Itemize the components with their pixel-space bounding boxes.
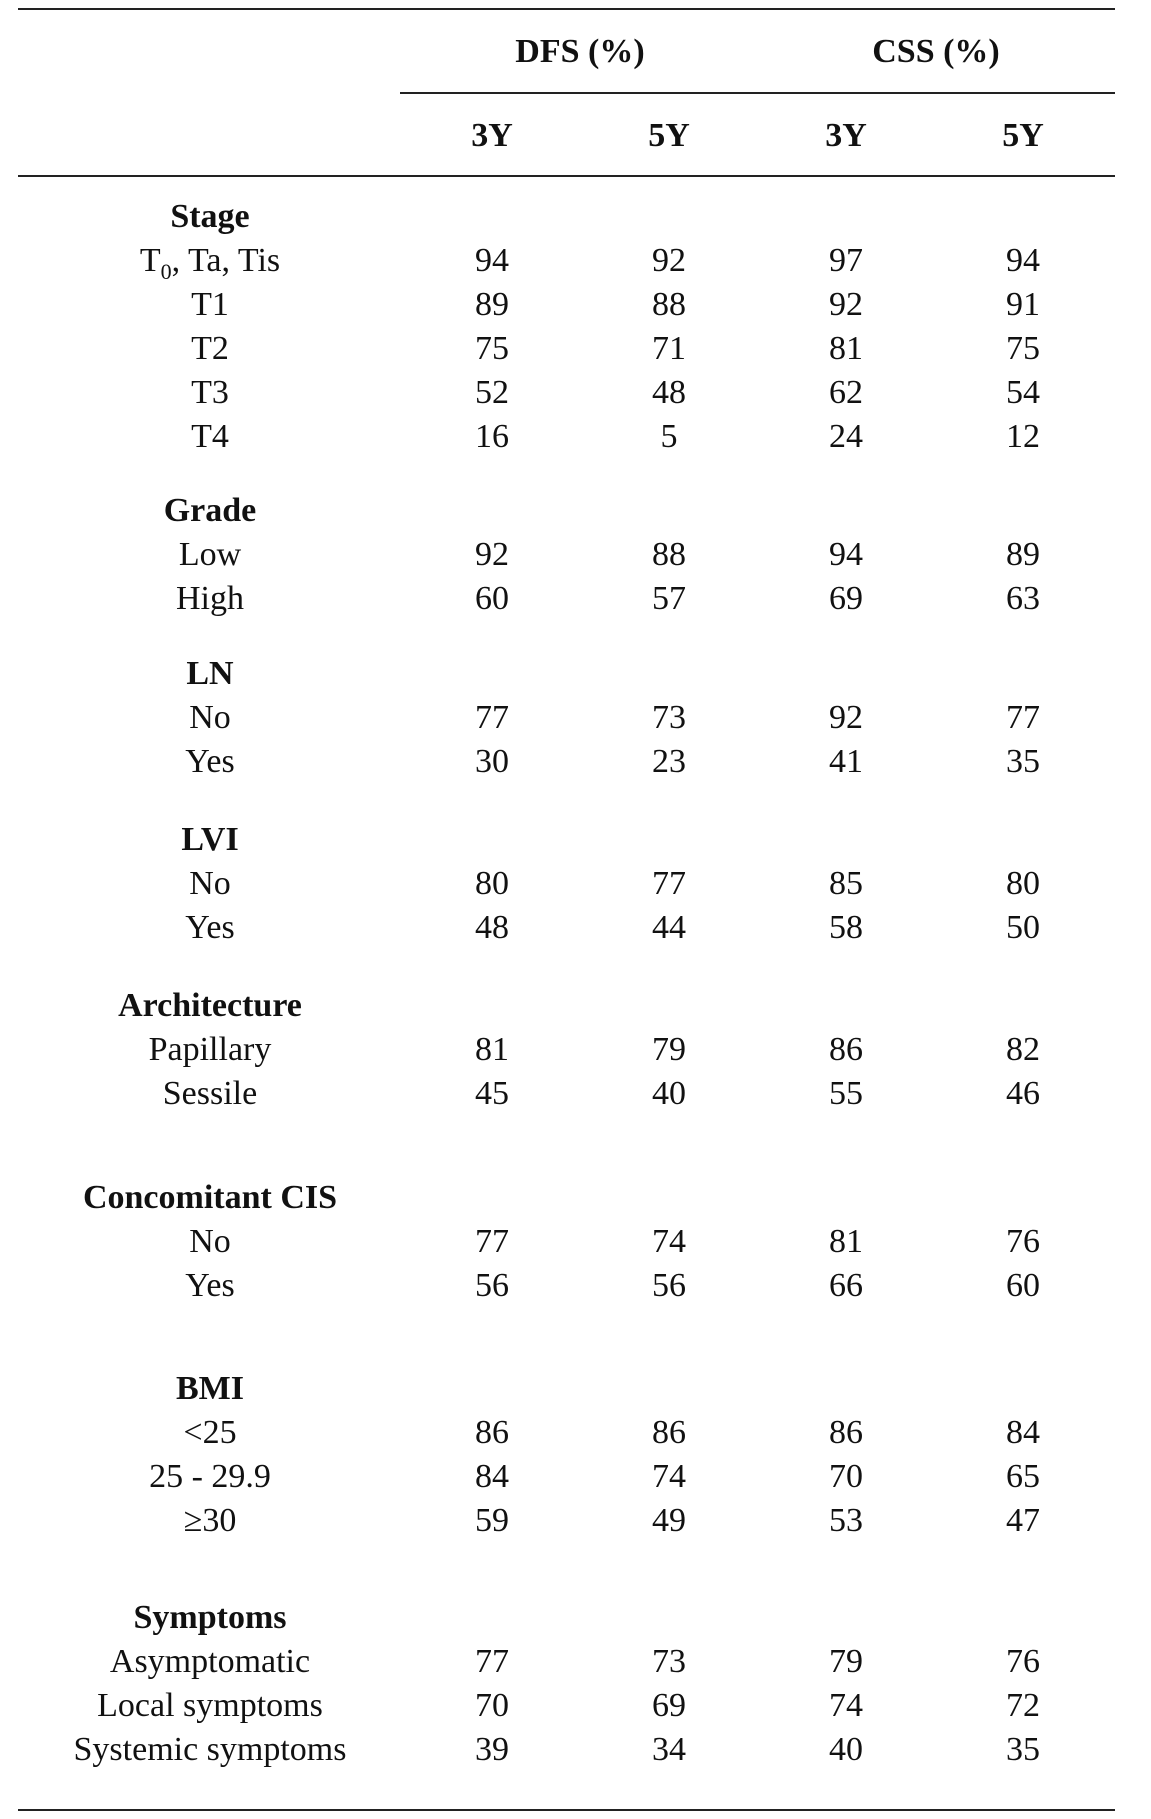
table-cell: 97 [829, 242, 863, 279]
table-cell: 56 [475, 1267, 509, 1304]
table-cell: 40 [652, 1075, 686, 1112]
table-cell: 39 [475, 1731, 509, 1768]
table-cell: 91 [1006, 286, 1040, 323]
group-header-rule [400, 92, 1115, 94]
table-cell: 12 [1006, 418, 1040, 455]
table-cell: 48 [652, 374, 686, 411]
table-cell: 46 [1006, 1075, 1040, 1112]
section-title: Architecture [118, 987, 302, 1024]
table-cell: 86 [829, 1031, 863, 1068]
table-cell: 82 [1006, 1031, 1040, 1068]
row-label: No [189, 1223, 231, 1260]
table-cell: 71 [652, 330, 686, 367]
table-cell: 5 [660, 418, 678, 455]
table-cell: 60 [475, 580, 509, 617]
table-cell: 79 [829, 1643, 863, 1680]
table-cell: 35 [1006, 1731, 1040, 1768]
section-title: BMI [176, 1370, 244, 1407]
table-cell: 24 [829, 418, 863, 455]
group-header-dfs: DFS (%) [515, 33, 645, 70]
table-cell: 48 [475, 909, 509, 946]
table-cell: 76 [1006, 1643, 1040, 1680]
row-label: T2 [191, 330, 229, 367]
table-cell: 53 [829, 1502, 863, 1539]
table-cell: 62 [829, 374, 863, 411]
table-cell: 56 [652, 1267, 686, 1304]
table-cell: 77 [652, 865, 686, 902]
row-label: Yes [185, 909, 235, 946]
table-cell: 80 [475, 865, 509, 902]
table-cell: 86 [652, 1414, 686, 1451]
table-cell: 30 [475, 743, 509, 780]
row-label: <25 [183, 1414, 237, 1451]
row-label: No [189, 699, 231, 736]
table-cell: 81 [829, 330, 863, 367]
section-title: LN [186, 655, 234, 692]
row-label: High [176, 580, 244, 617]
table-cell: 77 [475, 699, 509, 736]
table-cell: 35 [1006, 743, 1040, 780]
table-cell: 94 [1006, 242, 1040, 279]
table-cell: 58 [829, 909, 863, 946]
table-cell: 92 [475, 536, 509, 573]
table-cell: 45 [475, 1075, 509, 1112]
table-cell: 70 [475, 1687, 509, 1724]
column-header-css-5y: 5Y [1002, 117, 1044, 154]
table-cell: 54 [1006, 374, 1040, 411]
table-cell: 70 [829, 1458, 863, 1495]
row-label: No [189, 865, 231, 902]
table-cell: 94 [829, 536, 863, 573]
table-cell: 41 [829, 743, 863, 780]
table-cell: 60 [1006, 1267, 1040, 1304]
table-cell: 72 [1006, 1687, 1040, 1724]
section-title: LVI [181, 821, 239, 858]
table-cell: 81 [475, 1031, 509, 1068]
table-cell: 76 [1006, 1223, 1040, 1260]
row-label: Low [178, 536, 242, 573]
table-cell: 77 [1006, 699, 1040, 736]
row-label: $T_0$, Ta, Tis [139, 242, 281, 284]
row-label: ≥30 [183, 1502, 237, 1539]
table-cell: 74 [652, 1458, 686, 1495]
row-label: Yes [185, 1267, 235, 1304]
table-cell: 57 [652, 580, 686, 617]
table-cell: 92 [829, 286, 863, 323]
row-label: T1 [191, 286, 229, 323]
table-cell: 89 [1006, 536, 1040, 573]
table-cell: 23 [652, 743, 686, 780]
row-label: Sessile [162, 1075, 258, 1112]
row-label: Systemic symptoms [73, 1731, 347, 1768]
table-cell: 75 [1006, 330, 1040, 367]
table-cell: 81 [829, 1223, 863, 1260]
table-cell: 77 [475, 1643, 509, 1680]
table-cell: 74 [829, 1687, 863, 1724]
table-cell: 50 [1006, 909, 1040, 946]
row-label: 25 - 29.9 [149, 1458, 271, 1495]
table-top-rule [18, 8, 1115, 10]
table-cell: 92 [652, 242, 686, 279]
table-cell: 63 [1006, 580, 1040, 617]
row-label: T4 [191, 418, 229, 455]
table-cell: 73 [652, 699, 686, 736]
table-cell: 74 [652, 1223, 686, 1260]
row-label: Yes [185, 743, 235, 780]
table-cell: 49 [652, 1502, 686, 1539]
table-cell: 66 [829, 1267, 863, 1304]
table-cell: 44 [652, 909, 686, 946]
table-cell: 69 [829, 580, 863, 617]
group-header-css: CSS (%) [872, 33, 1000, 70]
table-cell: 94 [475, 242, 509, 279]
table-cell: 59 [475, 1502, 509, 1539]
section-title: Concomitant CIS [82, 1179, 338, 1216]
table-cell: 86 [829, 1414, 863, 1451]
table-bottom-rule [18, 1809, 1115, 1811]
table-cell: 84 [475, 1458, 509, 1495]
table-cell: 75 [475, 330, 509, 367]
table-cell: 55 [829, 1075, 863, 1112]
column-header-dfs-5y: 5Y [648, 117, 690, 154]
table-cell: 79 [652, 1031, 686, 1068]
row-label: Local symptoms [97, 1687, 323, 1724]
table-cell: 88 [652, 286, 686, 323]
row-label: Asymptomatic [109, 1643, 311, 1680]
table-cell: 92 [829, 699, 863, 736]
table-cell: 73 [652, 1643, 686, 1680]
table-cell: 16 [475, 418, 509, 455]
table-cell: 85 [829, 865, 863, 902]
table-cell: 77 [475, 1223, 509, 1260]
table-cell: 34 [652, 1731, 686, 1768]
table-cell: 69 [652, 1687, 686, 1724]
row-label: T3 [191, 374, 229, 411]
row-label: Papillary [148, 1031, 272, 1068]
section-title: Grade [163, 492, 257, 529]
column-header-dfs-3y: 3Y [471, 117, 513, 154]
table-cell: 52 [475, 374, 509, 411]
table-cell: 65 [1006, 1458, 1040, 1495]
section-title: Stage [170, 198, 250, 235]
table-cell: 80 [1006, 865, 1040, 902]
table-cell: 40 [829, 1731, 863, 1768]
table-cell: 88 [652, 536, 686, 573]
table-cell: 86 [475, 1414, 509, 1451]
column-header-css-3y: 3Y [825, 117, 867, 154]
column-header-rule [18, 175, 1115, 177]
table-cell: 89 [475, 286, 509, 323]
section-title: Symptoms [133, 1599, 287, 1636]
table-cell: 84 [1006, 1414, 1040, 1451]
table-cell: 47 [1006, 1502, 1040, 1539]
